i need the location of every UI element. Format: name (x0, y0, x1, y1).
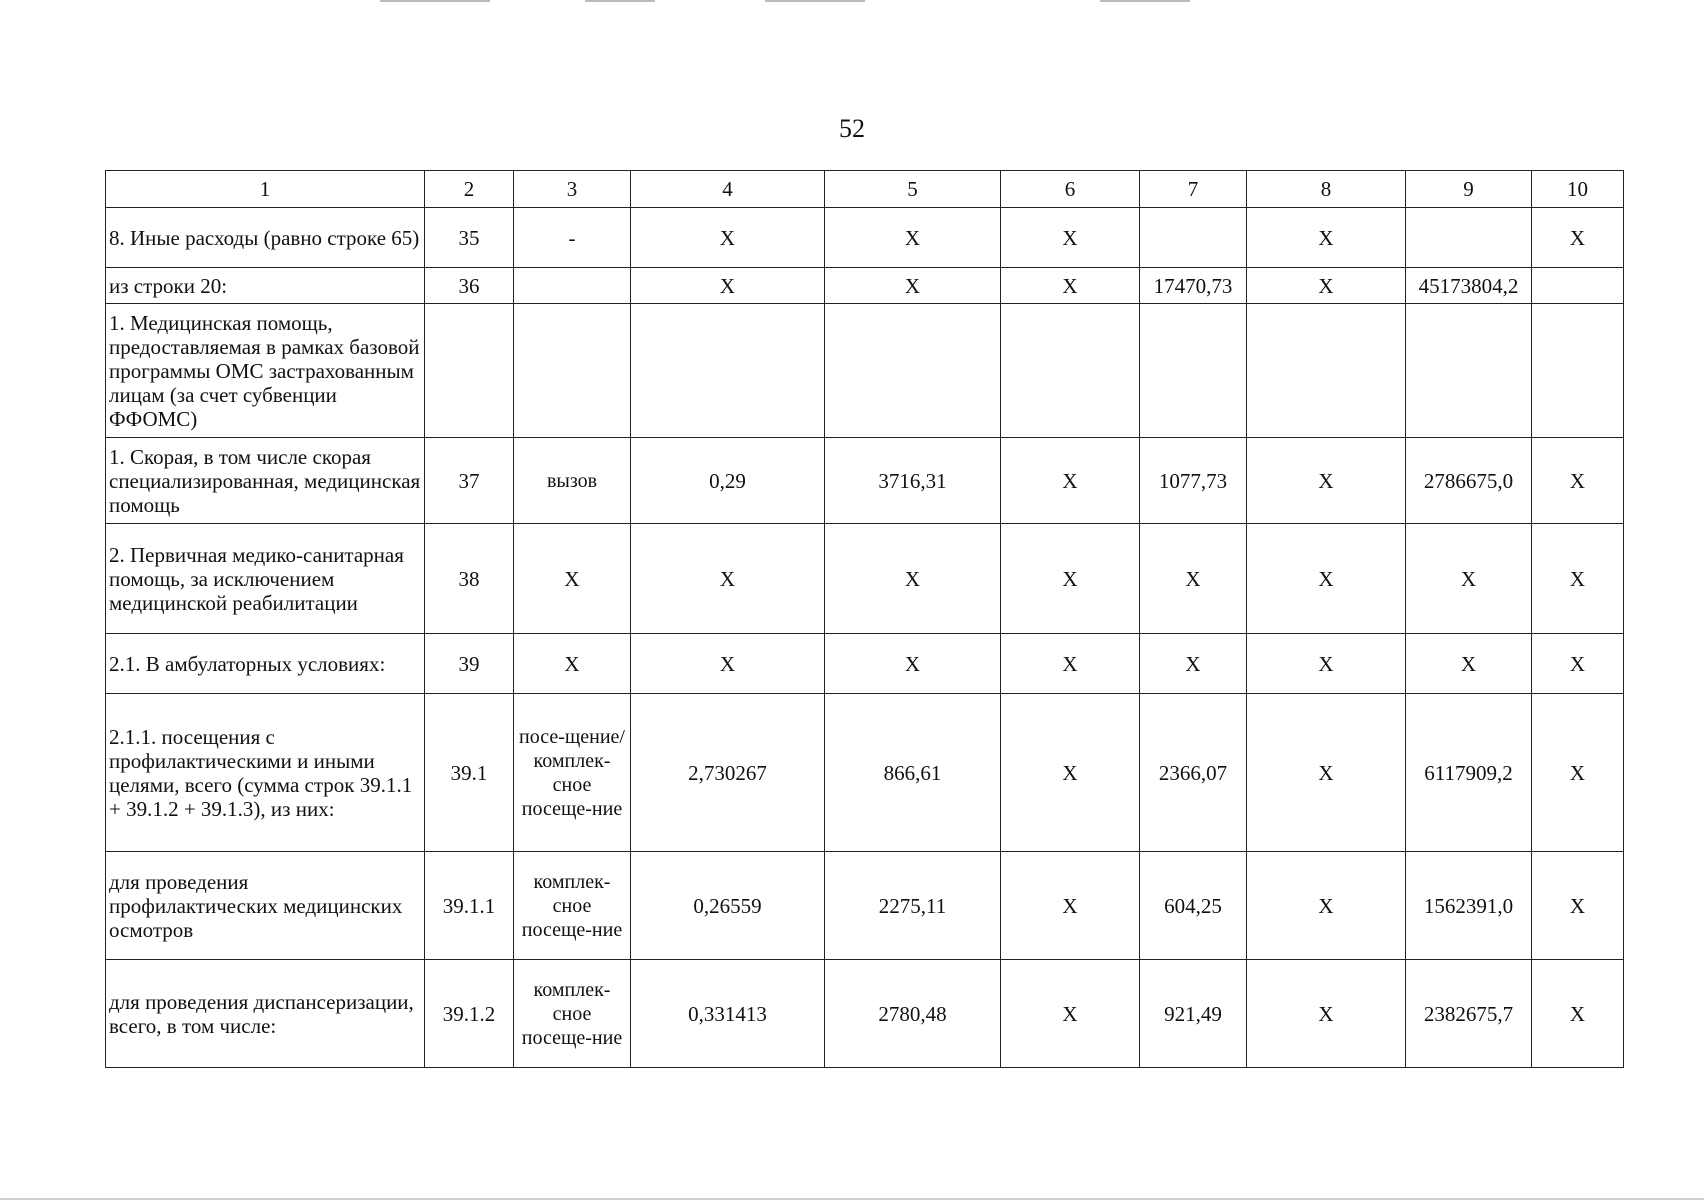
row-code: 37 (425, 438, 514, 524)
row-unit: комплек-сное посеще-ние (514, 960, 631, 1068)
table-row (106, 694, 1624, 852)
row-unit: посе-щение/ комплек-сное посеще-ние (514, 694, 631, 852)
header-cell: 3 (514, 171, 631, 208)
cell-c4: 2,730267 (631, 694, 825, 852)
header-cell: 7 (1140, 171, 1247, 208)
cell-c6: Х (1001, 960, 1140, 1068)
cell-c9: 2382675,7 (1406, 960, 1532, 1068)
row-name: 2. Первичная медико-санитарная помощь, за исключением медицинской реабилитации (106, 524, 425, 634)
table-row (106, 634, 1624, 694)
data-table (105, 170, 1624, 1068)
cell-c5: Х (825, 634, 1001, 694)
row-name: для проведения диспансеризации, всего, в том числе: (106, 960, 425, 1068)
cell-c8 (1247, 304, 1406, 438)
header-cell: 1 (106, 171, 425, 208)
cell-c10: Х (1532, 694, 1624, 852)
cell-c7: 2366,07 (1140, 694, 1247, 852)
row-unit: комплек-сное посеще-ние (514, 852, 631, 960)
cell-c4: Х (631, 634, 825, 694)
cell-c9: 2786675,0 (1406, 438, 1532, 524)
scan-artifact (1100, 0, 1190, 2)
cell-c6: Х (1001, 208, 1140, 268)
row-name: 2.1. В амбулаторных условиях: (106, 634, 425, 694)
cell-c8: Х (1247, 852, 1406, 960)
cell-c7: Х (1140, 524, 1247, 634)
cell-c4: 0,331413 (631, 960, 825, 1068)
cell-c7: 17470,73 (1140, 268, 1247, 304)
table-row (106, 268, 1624, 304)
cell-c7: 604,25 (1140, 852, 1247, 960)
cell-c5: 2275,11 (825, 852, 1001, 960)
cell-c5: 866,61 (825, 694, 1001, 852)
cell-c10 (1532, 304, 1624, 438)
cell-c8: Х (1247, 208, 1406, 268)
row-name: для проведения профилактических медицинских осмотров (106, 852, 425, 960)
cell-c4: 0,26559 (631, 852, 825, 960)
row-code: 38 (425, 524, 514, 634)
cell-c9: 1562391,0 (1406, 852, 1532, 960)
cell-c7 (1140, 304, 1247, 438)
page-number: 52 (839, 114, 865, 143)
header-cell: 8 (1247, 171, 1406, 208)
cell-c7: Х (1140, 634, 1247, 694)
header-cell: 5 (825, 171, 1001, 208)
row-name: 1. Медицинская помощь, предоставляемая в рамках базовой программы ОМС застрахованным лицам (за счет субвенции ФФОМС) (106, 304, 425, 438)
cell-c6: Х (1001, 524, 1140, 634)
table-row (106, 304, 1624, 438)
cell-c7: 921,49 (1140, 960, 1247, 1068)
cell-c5: 2780,48 (825, 960, 1001, 1068)
cell-c10 (1532, 268, 1624, 304)
cell-c9: Х (1406, 524, 1532, 634)
table-row (106, 524, 1624, 634)
scan-artifact (380, 0, 490, 2)
cell-c9: 6117909,2 (1406, 694, 1532, 852)
row-name: из строки 20: (106, 268, 425, 304)
cell-c6: Х (1001, 268, 1140, 304)
cell-c10: Х (1532, 852, 1624, 960)
cell-c10: Х (1532, 634, 1624, 694)
row-unit: Х (514, 634, 631, 694)
cell-c8: Х (1247, 960, 1406, 1068)
cell-c8: Х (1247, 694, 1406, 852)
cell-c4: Х (631, 208, 825, 268)
header-cell: 10 (1532, 171, 1624, 208)
cell-c9 (1406, 304, 1532, 438)
header-cell: 6 (1001, 171, 1140, 208)
row-unit: Х (514, 524, 631, 634)
cell-c6: Х (1001, 694, 1140, 852)
row-code: 35 (425, 208, 514, 268)
cell-c6: Х (1001, 634, 1140, 694)
cell-c10: Х (1532, 208, 1624, 268)
cell-c6: Х (1001, 852, 1140, 960)
cell-c10: Х (1532, 438, 1624, 524)
cell-c6: Х (1001, 438, 1140, 524)
row-name: 2.1.1. посещения с профилактическими и иными целями, всего (сумма строк 39.1.1 + 39.1.2 + 39.1.3), из них: (106, 694, 425, 852)
cell-c4: Х (631, 524, 825, 634)
cell-c7 (1140, 208, 1247, 268)
cell-c10: Х (1532, 960, 1624, 1068)
table-row (106, 960, 1624, 1068)
cell-c5 (825, 304, 1001, 438)
table-row (106, 208, 1624, 268)
row-code (425, 304, 514, 438)
row-code: 39.1.2 (425, 960, 514, 1068)
cell-c5: Х (825, 268, 1001, 304)
row-name: 1. Скорая, в том числе скорая специализированная, медицинская помощь (106, 438, 425, 524)
header-row (106, 171, 1624, 208)
row-code: 39 (425, 634, 514, 694)
row-unit: вызов (514, 438, 631, 524)
cell-c10: Х (1532, 524, 1624, 634)
cell-c4: Х (631, 268, 825, 304)
header-cell: 2 (425, 171, 514, 208)
cell-c9 (1406, 208, 1532, 268)
cell-c6 (1001, 304, 1140, 438)
header-cell: 4 (631, 171, 825, 208)
table-row (106, 852, 1624, 960)
scan-artifact (765, 0, 865, 2)
cell-c4 (631, 304, 825, 438)
row-code: 39.1.1 (425, 852, 514, 960)
cell-c8: Х (1247, 524, 1406, 634)
cell-c9: 45173804,2 (1406, 268, 1532, 304)
row-code: 39.1 (425, 694, 514, 852)
cell-c8: Х (1247, 438, 1406, 524)
row-unit: - (514, 208, 631, 268)
cell-c5: Х (825, 524, 1001, 634)
cell-c7: 1077,73 (1140, 438, 1247, 524)
cell-c5: Х (825, 208, 1001, 268)
table-row (106, 438, 1624, 524)
cell-c4: 0,29 (631, 438, 825, 524)
header-cell: 9 (1406, 171, 1532, 208)
row-code: 36 (425, 268, 514, 304)
row-unit (514, 268, 631, 304)
scan-artifact (585, 0, 655, 2)
cell-c8: Х (1247, 634, 1406, 694)
cell-c8: Х (1247, 268, 1406, 304)
cell-c5: 3716,31 (825, 438, 1001, 524)
row-unit (514, 304, 631, 438)
row-name: 8. Иные расходы (равно строке 65) (106, 208, 425, 268)
cell-c9: Х (1406, 634, 1532, 694)
